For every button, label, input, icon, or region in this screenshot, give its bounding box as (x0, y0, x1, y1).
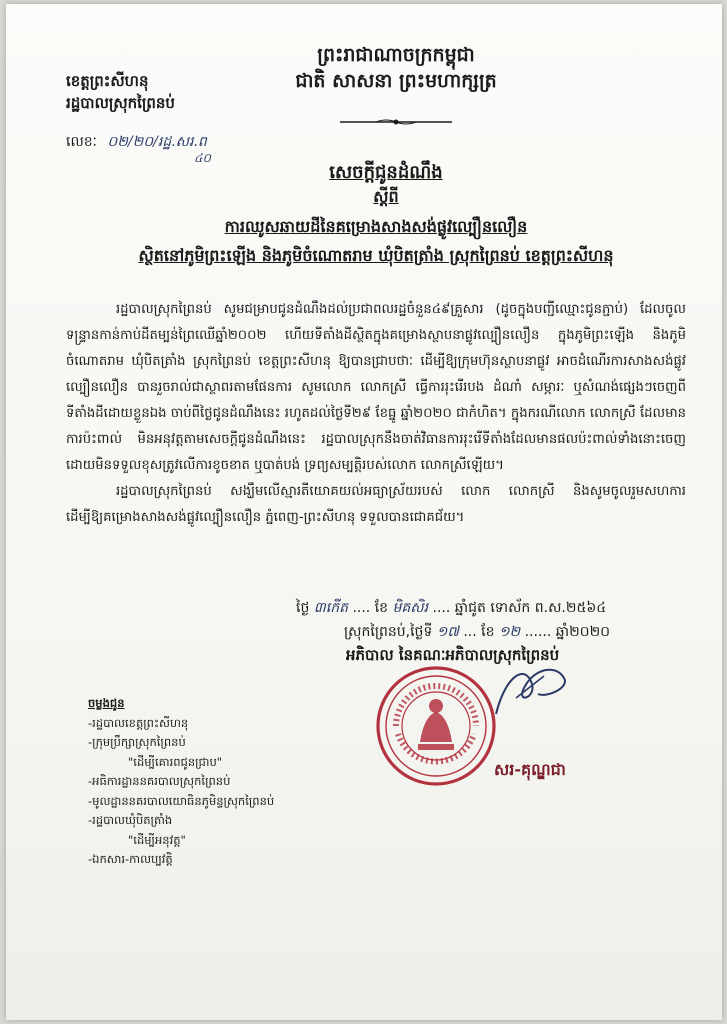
issuer-province: ខេត្តព្រះសីហនុ (66, 72, 149, 90)
recipient-item: -ក្រុមប្រឹក្សាស្រុកព្រៃនប់ (88, 735, 186, 749)
subject-line-1: ការឈូសឆាយដីនៃគម្រោងសាងសង់ផ្លូវល្បឿនលឿន (224, 217, 528, 236)
kingdom-heading (246, 42, 546, 94)
body-text (66, 297, 686, 531)
lunar-month-label: ខែ (374, 600, 389, 616)
signatory-name: សរ-គុណ្ឌជា (494, 760, 566, 779)
recipient-item: -ឯកសារ-កាលប្បវត្តិ (88, 852, 173, 866)
lunar-day: ៣កើត (313, 600, 348, 616)
issuer-block (66, 70, 175, 114)
recipient-item: -រដ្ឋបាលឃុំបិតត្រាំង (88, 813, 173, 827)
reference-value: ០២/២០/រដ្ឋ.សរ.ព (107, 134, 207, 150)
recipient-item: -រដ្ឋបាលខេត្តព្រះសីហនុ (88, 715, 189, 730)
recipients-heading: ចម្លងជូន (88, 696, 125, 710)
recipient-item: -អធិការដ្ឋាននគរបាលស្រុកព្រៃនប់ (88, 774, 231, 788)
lunar-month: មិគសិរ (392, 600, 429, 616)
recipients-block (88, 694, 348, 870)
place-prefix: ស្រុកព្រៃនប់,ថ្ងៃទី (344, 624, 433, 640)
solar-month: ១២ (498, 624, 521, 640)
subject-word: ស្ដីពី (373, 187, 399, 206)
official-seal-icon (374, 664, 498, 788)
solar-day: ១៧ (436, 624, 459, 640)
solar-year: ឆ្នាំ២០២០ (555, 624, 611, 640)
lunar-date: ថ្ងៃ ៣កើត .... ខែ មិគសិរ .... ឆ្នាំជូត ទោស័ក ព.ស.២៥៦៤ (296, 600, 607, 616)
reference-sub: ៤០ (194, 151, 211, 165)
solar-date: ស្រុកព្រៃនប់,ថ្ងៃទី ១៧ ... ខែ ១២ ...... ឆ្នាំ២០២០ (344, 624, 611, 640)
recipient-note: "ដើម្បីគោរពជូនជ្រាប" (128, 754, 223, 769)
lunar-year: ឆ្នាំជូត ទោស័ក ព.ស.២៥៦៤ (454, 600, 607, 616)
date-block (296, 596, 696, 644)
document-type: សេចក្ដីជូនដំណឹង (329, 162, 443, 183)
document-sheet (6, 4, 722, 1020)
body-paragraph-1: រដ្ឋបាលស្រុកព្រៃនប់ សូមជម្រាបជូនដំណឹងដល់ប្រជាពលរដ្ឋចំនួន៤៩គ្រួសារ (ដូចក្នុងបញ្ជីឈ្មោះជូនភ្ជាប់) ដែលចូលទន្ទ្រានកាន់កាប់ដីតម្បន់ព្រៃឈើឆ្នាំ២០០២ ហើយទីតាំងដីស្ថិតក្នុងគម្រោងស្ថាបនាផ្លូវល្បឿនលឿន ក្នុងភូមិព្រះឡើង និងភូមិចំណោតរាម ឃុំបិតត្រាំង ស្រុកព្រៃនប់ ខេត្តព្រះសីហនុ ឱ្យបានជ្រាបថាៈ ដើម្បីឱ្យក្រុមហ៊ុនស្ថាបនាផ្លូវ អាចដំណើរការសាងសង់ផ្លូវល្បឿនលឿន បានរួចរាល់ជាស្ថាពរតាមផែនការ សូមលោក លោកស្រី ធ្វើការរុះរើរបង ដំណាំ សម្ភារៈ ឬសំណង់ផ្សេងៗចេញពីទីតាំងដីដោយខ្លួនឯង ចាប់ពីថ្ងៃជូនដំណឹងនេះ រហូតដល់ថ្ងៃទី២៩ ខែធ្នូ ឆ្នាំ២០២០ ជាកំហិត។ ក្នុងករណីលោក លោកស្រី ដែលមានការប៉ះពាល់ មិនអនុវត្តតាមសេចក្ដីជូនដំណឹងនេះ រដ្ឋបាលស្រុកនឹងចាត់វិធានការរុះរើទីតាំងដែលមានផលប៉ះពាល់ទាំងនោះចេញ ដោយមិនទទួលខុសត្រូវលើការខូចខាត ឬបាត់បង់ ទ្រព្យសម្បត្តិរបស់លោក លោកស្រីឡើយ។ (66, 302, 686, 473)
handwritten-signature-icon (486, 654, 576, 734)
signatory-title: អភិបាល នៃគណៈអភិបាលស្រុកព្រៃនប់ (346, 646, 560, 664)
body-paragraph-2: រដ្ឋបាលស្រុកព្រៃនប់ សង្ឃឹមលើស្មារតីយោគយល់អធ្យាស្រ័យរបស់ លោក លោកស្រី និងសូមចូលរួមសហការ ដើម្បីឱ្យគម្រោងសាងសង់ផ្លូវល្បឿនលឿន ភ្នំពេញ-ព្រះសីហនុ ទទួលបានជោគជ័យ។ (66, 484, 686, 525)
ornament-divider (336, 118, 456, 126)
subject-line-2: ស្ថិតនៅភូមិព្រះឡើង និងភូមិចំណោតរាម ឃុំបិតត្រាំង ស្រុកព្រៃនប់ ខេត្តព្រះសីហនុ (138, 246, 614, 265)
reference-label: លេខៈ (66, 134, 97, 150)
kingdom-title: ព្រះរាជាណាចក្រកម្ពុជា (317, 44, 475, 66)
national-motto: ជាតិ សាសនា ព្រះមហាក្សត្រ (295, 70, 497, 92)
lunar-day-prefix: ថ្ងៃ (296, 600, 310, 616)
issuer-district-admin: រដ្ឋបាលស្រុកព្រៃនប់ (66, 94, 175, 112)
recipient-item: -មូលដ្ឋាននគរបាលយោធិនភូមិន្ទស្រុកព្រៃនប់ (88, 793, 275, 808)
recipient-note: "ដើម្បីអនុវត្ត" (128, 832, 186, 847)
solar-month-label: ខែ (481, 624, 495, 640)
reference-number (66, 132, 211, 165)
